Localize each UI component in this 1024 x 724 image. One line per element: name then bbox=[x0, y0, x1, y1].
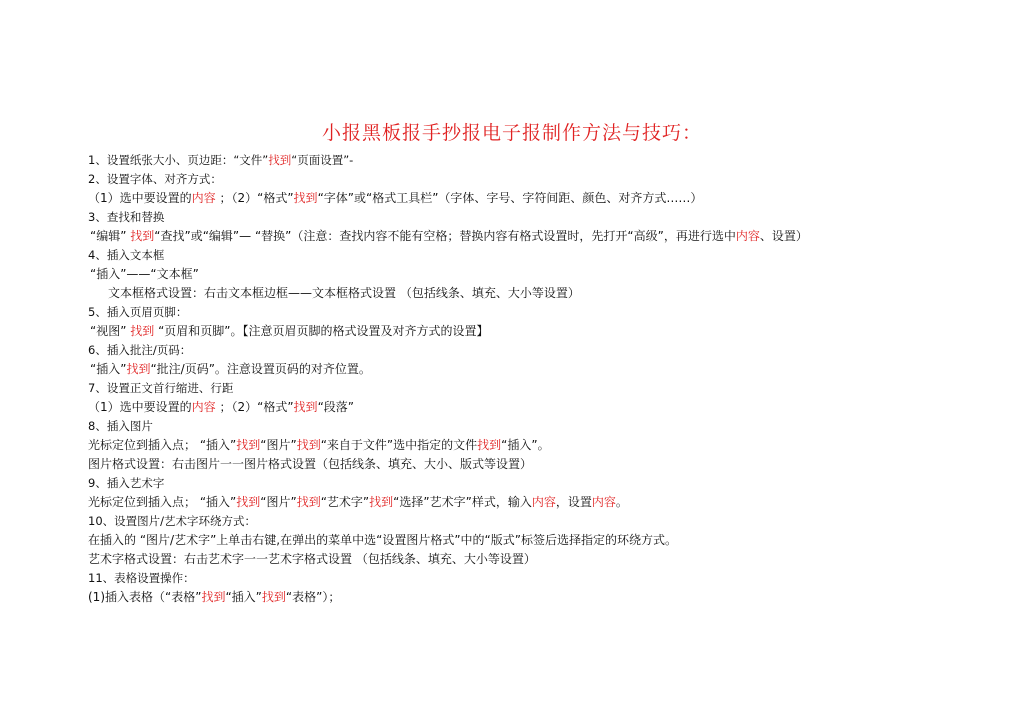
section-heading bbox=[88, 379, 988, 398]
text-segment: “表格”）； bbox=[285, 590, 341, 604]
text-segment: 4、插入文本框 bbox=[88, 248, 165, 262]
text-segment: ；（2）“格式” bbox=[215, 400, 294, 414]
highlighted-keyword: 内容 bbox=[531, 495, 556, 509]
highlighted-keyword: 找到 bbox=[130, 324, 155, 338]
text-segment: 3、查找和替换 bbox=[88, 210, 165, 224]
text-segment: 9、插入艺术字 bbox=[88, 476, 165, 490]
highlighted-keyword: 内容 bbox=[735, 229, 760, 243]
highlighted-keyword: 找到 bbox=[293, 400, 318, 414]
text-segment: 图片格式设置：右击图片一一图片格式设置（包括线条、填充、大小、版式等设置） bbox=[88, 457, 533, 471]
text-line bbox=[88, 360, 988, 379]
highlighted-keyword: 找到 bbox=[268, 153, 292, 167]
text-segment: “插入”。 bbox=[501, 438, 550, 452]
text-segment: 2、设置字体、对齐方式： bbox=[88, 172, 222, 186]
text-line bbox=[88, 398, 988, 417]
text-segment: 8、插入图片 bbox=[88, 419, 153, 433]
text-segment: 文本框格式设置：右击文本框边框——文本框格式设置 （包括线条、填充、大小等设置） bbox=[108, 286, 580, 300]
text-segment: “页眉和页脚”。【注意页眉页脚的格式设置及对齐方式的设置】 bbox=[154, 324, 489, 338]
highlighted-keyword: 内容 bbox=[591, 495, 616, 509]
text-line bbox=[88, 588, 988, 607]
text-segment: “视图” bbox=[90, 324, 131, 338]
document-title: 小报黑板报手抄报电子报制作方法与技巧： bbox=[321, 122, 702, 144]
highlighted-keyword: 内容 bbox=[191, 400, 216, 414]
text-segment: “图片” bbox=[260, 495, 297, 509]
section-heading bbox=[88, 303, 988, 322]
highlighted-keyword: 找到 bbox=[293, 191, 318, 205]
text-line bbox=[88, 284, 988, 303]
text-segment: 光标定位到插入点； “插入” bbox=[88, 438, 237, 452]
text-segment: “页面设置”- bbox=[291, 153, 354, 167]
highlighted-keyword: 找到 bbox=[236, 438, 261, 452]
text-line bbox=[88, 550, 988, 569]
highlighted-keyword: 内容 bbox=[191, 191, 216, 205]
text-line bbox=[88, 436, 988, 455]
text-segment: （1）选中要设置的 bbox=[88, 191, 192, 205]
text-segment: “选择”艺术字”样式，输入 bbox=[393, 495, 532, 509]
text-segment: “插入” bbox=[90, 362, 127, 376]
text-line bbox=[88, 455, 988, 474]
text-line bbox=[88, 189, 988, 208]
highlighted-keyword: 找到 bbox=[261, 590, 286, 604]
text-segment: “来自于文件”选中指定的文件 bbox=[320, 438, 478, 452]
section-heading bbox=[88, 474, 988, 493]
text-segment: 、设置） bbox=[759, 229, 808, 243]
section-heading bbox=[88, 512, 988, 531]
text-segment: 。 bbox=[615, 495, 628, 509]
text-segment: “艺术字” bbox=[320, 495, 370, 509]
text-segment: “编辑” bbox=[90, 229, 131, 243]
text-line bbox=[88, 322, 988, 341]
text-line bbox=[88, 493, 988, 512]
text-segment: 7、设置正文首行缩进、行距 bbox=[88, 381, 234, 395]
text-segment: “图片” bbox=[260, 438, 297, 452]
text-segment: 1、设置纸张大小、页边距：“文件” bbox=[88, 153, 269, 167]
text-line bbox=[88, 265, 988, 284]
document-body bbox=[88, 151, 988, 607]
text-segment: 6、插入批注/页码： bbox=[88, 343, 192, 357]
section-heading bbox=[88, 569, 988, 588]
text-segment: 在插入的 “图片/艺术字”上单击右键,在弹出的菜单中选“设置图片格式”中的“版式”标签后选择指定的环绕方式。 bbox=[88, 533, 677, 547]
text-segment: ，设置 bbox=[555, 495, 592, 509]
highlighted-keyword: 找到 bbox=[201, 590, 226, 604]
text-segment: “查找”或“编辑”— “替换”（注意：查找内容不能有空格；替换内容有格式设置时，先打开“高级”，再进行选中 bbox=[154, 229, 736, 243]
section-heading bbox=[88, 417, 988, 436]
text-segment: “插入”——“文本框” bbox=[90, 267, 199, 281]
text-line bbox=[88, 531, 988, 550]
text-segment: “插入” bbox=[225, 590, 262, 604]
section-heading bbox=[88, 341, 988, 360]
text-segment: 艺术字格式设置：右击艺术字一一艺术字格式设置 （包括线条、填充、大小等设置） bbox=[88, 552, 536, 566]
text-segment: 光标定位到插入点； “插入” bbox=[88, 495, 237, 509]
section-heading bbox=[88, 208, 988, 227]
text-segment: ；（2）“格式” bbox=[215, 191, 294, 205]
text-segment: (1)插入表格（“表格” bbox=[88, 590, 202, 604]
text-segment: （1）选中要设置的 bbox=[88, 400, 192, 414]
highlighted-keyword: 找到 bbox=[126, 362, 151, 376]
text-segment: 11、表格设置操作： bbox=[88, 571, 195, 585]
section-heading bbox=[88, 170, 988, 189]
text-line bbox=[88, 227, 988, 246]
text-segment: 10、设置图片/艺术字环绕方式： bbox=[88, 514, 257, 528]
text-segment: “批注/页码”。注意设置页码的对齐位置。 bbox=[150, 362, 371, 376]
text-segment: “段落” bbox=[317, 400, 354, 414]
section-heading bbox=[88, 151, 988, 170]
highlighted-keyword: 找到 bbox=[130, 229, 155, 243]
section-heading bbox=[88, 246, 988, 265]
text-segment: 5、插入页眉页脚： bbox=[88, 305, 188, 319]
highlighted-keyword: 找到 bbox=[296, 438, 321, 452]
highlighted-keyword: 找到 bbox=[236, 495, 261, 509]
highlighted-keyword: 找到 bbox=[296, 495, 321, 509]
text-segment: “字体”或“格式工具栏”（字体、字号、字符间距、颜色、对齐方式……） bbox=[317, 191, 703, 205]
highlighted-keyword: 找到 bbox=[369, 495, 394, 509]
highlighted-keyword: 找到 bbox=[477, 438, 502, 452]
